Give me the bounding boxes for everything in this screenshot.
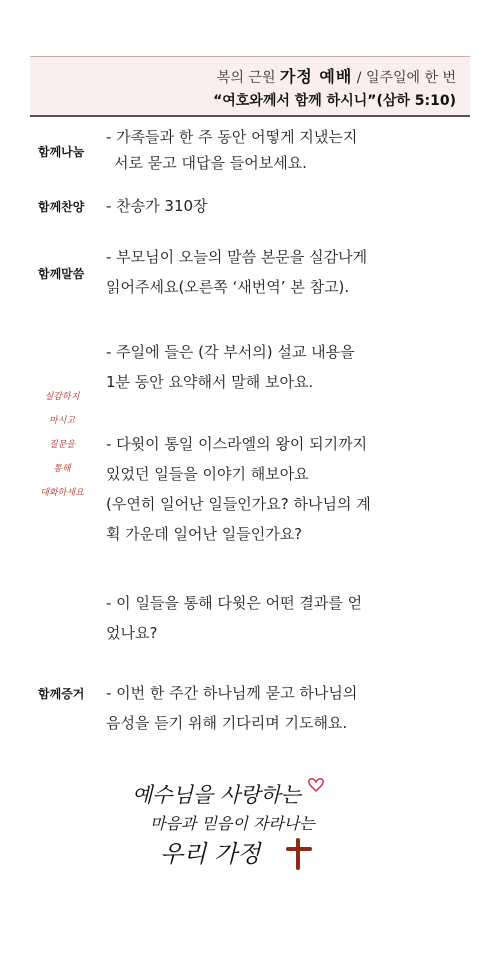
text-line: 음성을 듣기 위해 기다리며 기도해요. — [106, 714, 348, 732]
section-label-praise: 함께찬양 — [38, 200, 85, 214]
text-line: 1분 동안 요약해서 말해 보아요. — [106, 373, 314, 391]
header-line — [217, 64, 456, 87]
section-label-witness: 함께증거 — [38, 687, 85, 701]
header-title: 가정 예배 — [279, 67, 353, 86]
header-subtitle: “여호와께서 함께 하시니”(삼하 5:10) — [213, 93, 456, 109]
calligraphy-line: 마음과 믿음이 자라나는 — [150, 814, 315, 833]
text-line: - 주일에 들은 (각 부서의) 설교 내용을 — [106, 343, 355, 361]
section-text-sermon — [106, 337, 355, 397]
text-line: 있었던 일들을 이야기 해보아요 — [106, 465, 309, 483]
side-note-line: 통해 — [53, 464, 71, 474]
cross-icon — [288, 840, 310, 868]
calligraphy-line: 우리 가정 — [160, 840, 261, 868]
text-line: 읽어주세요(오른쪽 ‘새번역’ 본 참고). — [106, 278, 350, 296]
header-suffix: / 일주일에 한 번 — [356, 70, 456, 86]
section-text-david — [106, 429, 371, 549]
side-note-line: 마시고 — [48, 416, 76, 426]
calligraphy-logo — [120, 770, 340, 870]
side-note-line: 대화하세요 — [40, 488, 84, 498]
text-line: - 가족들과 한 주 동안 어떻게 지냈는지 — [106, 128, 358, 146]
text-line: - 부모님이 오늘의 말씀 본문을 실감나게 — [106, 248, 368, 266]
side-note — [30, 385, 94, 505]
header-prefix: 복의 근원 — [216, 70, 276, 86]
text-line: - 이 일들을 통해 다윗은 어떤 결과를 얻 — [106, 594, 363, 612]
text-line: - 찬송가 310장 — [106, 197, 208, 215]
text-line: 획 가운데 일어난 일들인가요? — [106, 525, 303, 543]
section-text-result — [106, 588, 362, 648]
calligraphy-line: 예수님을 사랑하는 — [132, 783, 301, 807]
side-note-line: 질문을 — [48, 440, 76, 450]
section-text-sharing — [106, 124, 357, 176]
text-line: - 다윗이 통일 이스라엘의 왕이 되기까지 — [106, 435, 368, 453]
section-text-word — [106, 242, 367, 302]
header — [30, 57, 470, 115]
text-line: - 이번 한 주간 하나님께 묻고 하나님의 — [106, 684, 358, 702]
side-note-line: 실감하지 — [44, 392, 80, 402]
text-line: (우연히 일어난 일들인가요? 하나님의 계 — [106, 495, 371, 513]
section-label-sharing: 함께나눔 — [38, 145, 85, 159]
section-text-praise — [106, 193, 208, 219]
section-text-witness — [106, 678, 357, 738]
header-bottom-rule — [30, 115, 470, 117]
heart-icon — [309, 779, 323, 791]
text-line: 었나요? — [106, 624, 158, 642]
text-line: 서로 묻고 대답을 들어보세요. — [114, 154, 307, 172]
section-label-word: 함께말씀 — [38, 267, 85, 281]
